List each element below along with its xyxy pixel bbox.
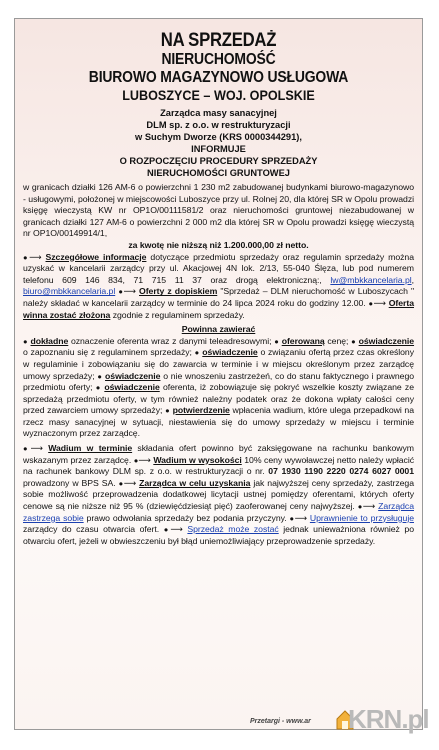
email-link-1[interactable]: lw@mbkkancelaria.pl [330, 274, 412, 285]
details-link[interactable]: Szczegółowe informacje [45, 251, 147, 262]
bullet-icon: ● [23, 252, 30, 262]
deposit-text: zarządcy do czasu otwarcia ofert. [23, 524, 164, 535]
arrow-icon: ⟶ [362, 501, 376, 512]
keyword: potwierdzenie [172, 405, 230, 416]
headline-type: BIUROWO MAGAZYNOWO USŁUGOWA [88, 69, 349, 86]
details-text: dotyczące przedmiotu sprzedaży oraz regulamin sprzedaży można uzyskać w kancelarii zarządcy przy ul. Akacjowej 4N lok. 2/13, 55-040 Ślęza, lub pod numerem telefonu 609 146 834, 71 715 11 37 oraz drogą elektroniczną:, [23, 251, 414, 285]
offer-item-text: o nie wnoszeniu zastrzeżeń, co do stanu faktycznego i prawnego przedmiotu oferty; [23, 370, 415, 393]
bullet-icon: ● [97, 371, 103, 381]
footer-source: Przetargi - www.ar [250, 718, 311, 725]
offers-link[interactable]: Oferty z dopiskiem [139, 286, 218, 297]
minimum-price: za kwotę nie niższą niż 1.200.000,00 zł netto. [128, 239, 309, 250]
deposit-text: jak najwyższej ceny sprzedaży, zastrzega sobie możliwość przeprowadzenia dodatkowej licytacji ustnej pomiędzy oferentami, których oferty cenowe są nie niższe niż 95 % (dziewięćdziesiąt pięć) zaoferowanej ceny najwyższej. [23, 477, 415, 512]
bullet-icon: ● [274, 336, 279, 346]
bullet-icon: ● [194, 348, 200, 358]
bullet-icon: ● [118, 287, 124, 297]
separator-text: , [411, 274, 414, 285]
keyword: dokładne [30, 335, 69, 346]
offer-item-text: wpłacenia wadium, które ulega przepadkowi na rzecz masy sanacyjnej w sytuacji, niestawienia się do umowy sprzedaży w miejscu i terminie wyznaczonym przez zarządcę. [23, 405, 414, 439]
offer-item-text: o zapoznaniu się z regulaminem sprzedaży; [23, 347, 195, 358]
arrow-icon: ⟶ [170, 524, 183, 535]
offer-item-text: oferenta, iż zobowiązuje się pokryć wszelkie koszty związane ze sprzedażą przedmiotu oferty, w tym również należny podatek oraz że dokona wpłaty całości ceny przed zawarciem umowy sprzedaży; [23, 382, 414, 416]
intro-line-1: Zarządca masy sanacyjnej [160, 108, 277, 118]
logo-text: KRN.pl [348, 704, 429, 734]
offer-contents-paragraph [23, 336, 414, 440]
arrow-icon: ⟶ [294, 512, 307, 523]
deposit-text: prawo odwołania sprzedaży bez podania przyczyny. [83, 512, 290, 523]
arrow-icon: ⟶ [123, 477, 137, 488]
arrow-icon: ⟶ [138, 454, 151, 465]
valid-offer-text: zgodnie z regulaminem sprzedaży. [110, 309, 245, 320]
announcement-content [23, 30, 414, 547]
krn-logo[interactable] [336, 704, 428, 740]
keyword: oferowaną [281, 335, 325, 346]
intro-line-2: DLM sp. z o.o. w restrukturyzacji [146, 120, 291, 130]
bullet-icon: ● [351, 336, 356, 346]
reservation-link[interactable]: Zarządca zastrzega sobie [23, 501, 414, 523]
intro-line-3: w Suchym Dworze (KRS 0000344291), [135, 132, 302, 142]
must-contain-heading: Powinna zawierać [181, 324, 256, 335]
bullet-icon: ● [289, 513, 295, 523]
headline-location: LUBOSZYCE – WOJ. OPOLSKIE [122, 87, 315, 103]
deposit-text: prowadzony w BPS SA. [23, 477, 119, 488]
bullet-icon: ● [23, 444, 31, 454]
valid-offer-link[interactable]: Oferta winna zostać złożona [23, 297, 414, 320]
bank-account-number: 07 1930 1190 2220 0274 6027 0001 [268, 466, 414, 477]
intro-line-5: O ROZPOCZĘCIU PROCEDURY SPRZEDAŻY [119, 156, 318, 166]
intro-line-4: INFORMUJE [191, 144, 246, 154]
bullet-icon: ● [118, 478, 124, 488]
property-description: w granicach działki 126 AM-6 o powierzchni 1 230 m2 zabudowanej budynkami biurowo-magazynowo - usługowymi, położonej w miejscowości Luboszyce przy ul. Rolnej 20, dla której SR w Opolu prowadzi księgę wieczystą KW nr OP1O/00111581/2 oraz nieruchomości gruntowej niezabudowanej w granicach działki 127 AM-6 o powierzchni 2 000 m2 dla której SR w Opolu prowadzi księgę wieczystą nr OP1O/00149914/1, [23, 182, 414, 239]
bullet-icon: ● [165, 406, 170, 416]
keyword: oświadczenie [202, 347, 258, 358]
arrow-icon: ⟶ [30, 443, 43, 454]
offer-item-text: o związaniu ofertą przez czas określony w regulaminie i zobowiązaniu się do zawarcia w terminie i w miejscu określonym przez zarządcę umowy sprzedaży; [23, 347, 415, 381]
bullet-icon: ● [23, 336, 28, 346]
bullet-icon: ● [95, 383, 102, 393]
auction-link[interactable]: Zarządca w celu uzyskania [139, 477, 251, 488]
deposit-term-link[interactable]: Wadium w terminie [48, 443, 133, 454]
bullet-icon: ● [163, 525, 171, 535]
intro-line-6: NIERUCHOMOŚCI GRUNTOWEJ [147, 168, 290, 178]
deposit-text: składania ofert powinno być zaksięgowane na rachunku bankowym wskazanym przez zarządcę. [23, 443, 414, 465]
headline-for-sale: NA SPRZEDAŻ [160, 30, 277, 51]
headline-property: NIERUCHOMOŚĆ [161, 51, 276, 68]
bullet-icon: ● [357, 502, 363, 512]
keyword: oświadczenie [105, 370, 161, 381]
annulment-link[interactable]: Sprzedaż może zostać [187, 524, 279, 535]
details-paragraph [23, 252, 414, 322]
entitlement-link[interactable]: Uprawnienie to przysługuje [309, 512, 414, 523]
arrow-icon: ⟶ [29, 251, 42, 262]
bullet-icon: ● [133, 455, 139, 465]
keyword: oświadczenie [358, 335, 415, 346]
deposit-text: 10% ceny wywoławczej netto należy wpłacić na rachunek bankowy DLM sp. z o.o. w restrukturyzacji o nr. [23, 454, 414, 477]
offer-item-text: oznaczenie oferenta wraz z danymi teleadresowymi; [68, 335, 275, 346]
offers-text: "Sprzedaż – DLM nieruchomość w Luboszycach " należy składać w kancelarii zarządcy w terminie do 24 lipca 2024 roku do godziny 12.00. [23, 286, 414, 308]
offer-item-text: cenę; [324, 335, 352, 346]
keyword: oświadczenie [104, 382, 160, 393]
deposit-paragraph [23, 443, 414, 547]
bullet-icon: ● [368, 298, 374, 308]
email-link-2[interactable]: biuro@mbkkancelaria.pl [23, 286, 116, 297]
deposit-text: jednak unieważniona również po otwarciu ofert, jeżeli w obwieszczeniu był błąd uniemożliwiający przeprowadzenie sprzedaży. [23, 524, 414, 546]
arrow-icon: ⟶ [373, 297, 386, 308]
deposit-amount-link[interactable]: Wadium w wysokości [153, 454, 242, 465]
arrow-icon: ⟶ [123, 286, 136, 297]
